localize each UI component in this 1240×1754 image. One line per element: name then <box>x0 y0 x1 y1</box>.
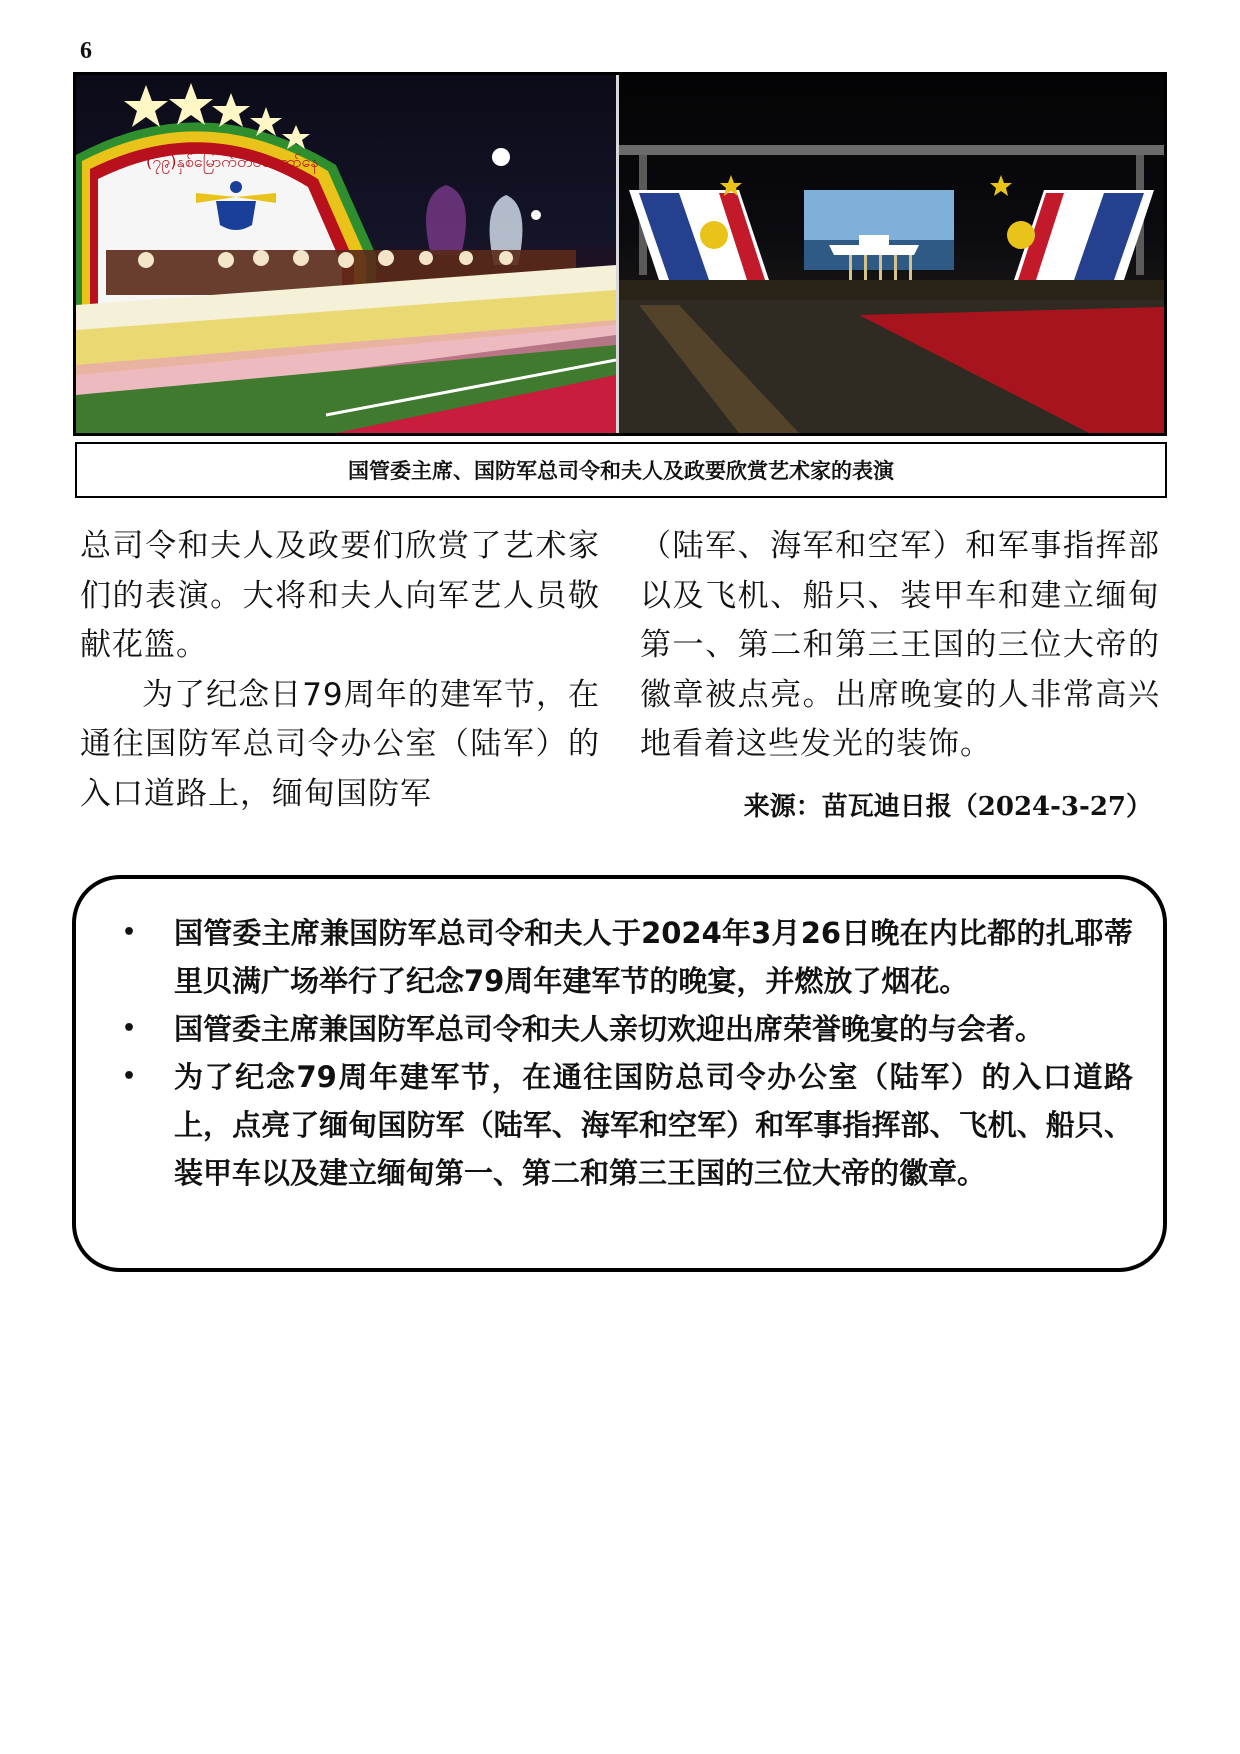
article-paragraph: （陆军、海军和空军）和军事指挥部以及飞机、船只、装甲车和建立缅甸第一、第二和第三王国的三位大帝的徽章被点亮。出席晚宴的人非常高兴地看着这些发光的装饰。 <box>640 528 1160 762</box>
summary-list <box>110 909 1133 1197</box>
photo-caption: 国管委主席、国防军总司令和夫人及政要欣赏艺术家的表演 <box>75 442 1167 498</box>
summary-box <box>72 875 1167 1272</box>
photo-strip <box>73 72 1167 436</box>
summary-item <box>110 909 1133 1005</box>
summary-item-text: 为了纪念79周年建军节，在通往国防总司令办公室（陆军）的入口道路上，点亮了缅甸国防军（陆军、海军和空军）和军事指挥部、飞机、船只、装甲车以及建立缅甸第一、第二和第三王国的三位大帝的徽章。 <box>174 1060 1133 1190</box>
bullet-icon: • <box>122 1064 137 1089</box>
summary-item <box>110 1053 1133 1197</box>
summary-item-text: 国管委主席兼国防军总司令和夫人于2024年3月26日晚在内比都的扎耶蒂里贝满广场举行了纪念79周年建军节的晚宴，并燃放了烟花。 <box>174 916 1133 998</box>
article-paragraph: 总司令和夫人及政要们欣赏了艺术家们的表演。大将和夫人向军艺人员敬献花篮。 <box>80 528 600 663</box>
banner-text: (၇၉)နှစ်မြောက်တပ်မတော်နေ <box>146 152 319 171</box>
performance-stage-illustration <box>619 75 1164 433</box>
ceremony-stage-illustration <box>76 75 616 433</box>
photo-ceremony-stage <box>76 75 616 433</box>
summary-item-text: 国管委主席兼国防军总司令和夫人亲切欢迎出席荣誉晚宴的与会者。 <box>174 1012 1045 1046</box>
source-citation: 来源：苗瓦迪日报（2024-3-27） <box>743 792 1152 822</box>
summary-item <box>110 1005 1133 1053</box>
bullet-icon: • <box>122 1016 137 1041</box>
article-column-right <box>640 522 1160 770</box>
photo-performance-stage <box>619 75 1164 433</box>
page-number: 6 <box>80 38 92 64</box>
article-column-left <box>80 522 600 819</box>
bullet-icon: • <box>122 920 137 945</box>
article-paragraph: 为了纪念日79周年的建军节，在通往国防军总司令办公室（陆军）的入口道路上，缅甸国防军 <box>80 676 600 812</box>
